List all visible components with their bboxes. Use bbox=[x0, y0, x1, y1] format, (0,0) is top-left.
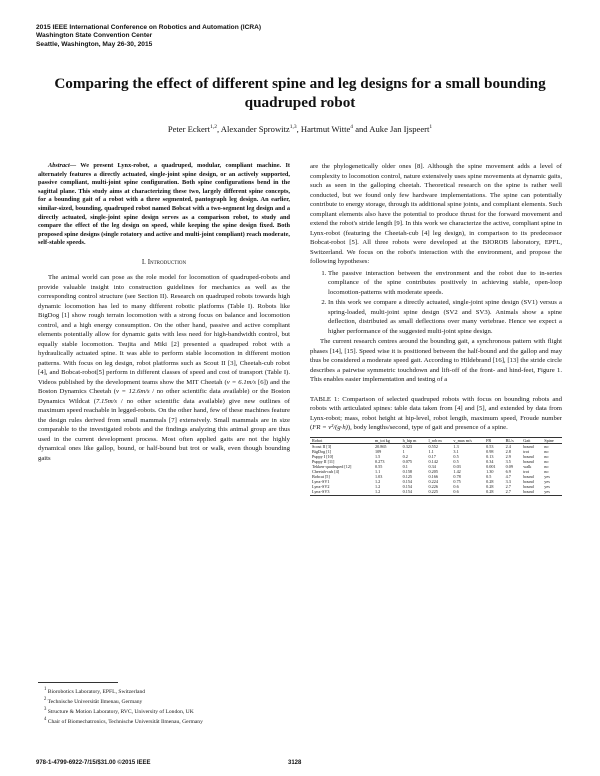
column-header: l_rob m bbox=[428, 437, 442, 443]
footnote-text: Structure & Motion Laboratory, RVC, University of London, UK bbox=[47, 709, 194, 716]
footnote-text: Chair of Biomechatronics, Technische Universität Ilmenau, Germany bbox=[47, 719, 203, 726]
column-header: Robot bbox=[312, 437, 323, 443]
table-cell: 0.158 bbox=[402, 469, 413, 475]
table-cell: 0.166 bbox=[428, 474, 438, 480]
column-header: Spine bbox=[544, 437, 554, 443]
table-cell: 0.224 bbox=[428, 479, 438, 485]
left-column bbox=[38, 162, 290, 463]
table-cell: BigDog [1] bbox=[312, 448, 332, 454]
author-affiliation: 4 bbox=[350, 124, 354, 131]
table-cell: no bbox=[544, 458, 549, 464]
table-cell: 0.154 bbox=[402, 484, 413, 490]
column-header: FR bbox=[486, 437, 492, 443]
isbn-footer: 978-1-4799-6922-7/15/$31.00 ©2015 IEEE bbox=[36, 760, 151, 766]
table-cell: 0.09 bbox=[505, 463, 513, 469]
table-cell: 0.075 bbox=[402, 458, 413, 464]
table-cell: 1.1 bbox=[428, 448, 434, 454]
table-cell: bound bbox=[523, 453, 534, 459]
intro-text: The animal world can pose as the role model for locomotion of quadruped-robots and provide valuable insight into construction guidelines for mechanics as well as the corresponding control structure (see Section II). Research on quadruped robots towards high dynamic locomotion has led to many different robotic platforms (Table I). Robots like BigDog [1] show rough terrain locomotion with a strong focus on balance and locomotion control, and a high energy consumption. On the other hand, passive and active compliant elements potentially allow for dynamic gaits with less need for high-bandwidth control, but equally stable locomotion. Tsujita and Miki [2] presented a quadruped robot with a hydraulically actuated spine. It was able to perform stable locomotion in different motion patterns. With focus on leg design, robot platforms such as Scout II [3], Cheetah-cub robot [4], and Bobcat-robot[5] perform in different classes of speed and cost of transport (Table I). Videos published by the development teams show the MIT Cheetah ( bbox=[38, 274, 290, 386]
table-cell: 0.154 bbox=[402, 479, 413, 485]
intro-paragraph bbox=[38, 273, 290, 463]
math-inline: FR = v²/(g·h) bbox=[312, 424, 348, 431]
page-number: 3128 bbox=[288, 760, 302, 766]
table-cell: 1.30 bbox=[486, 469, 494, 475]
section-title: Introduction bbox=[147, 257, 187, 266]
table-cell: 0.98 bbox=[486, 448, 494, 454]
table-cell: no bbox=[544, 448, 549, 454]
author-affiliation: 1,2 bbox=[210, 124, 217, 131]
table-cell: 0.225 bbox=[428, 489, 438, 495]
table-cell: Bobcat [5] bbox=[312, 474, 330, 480]
caption-text: ), body lengths/second, type of gait and presence of a spine. bbox=[347, 424, 508, 431]
table-cell: 3.3 bbox=[505, 479, 511, 485]
table-cell: bound bbox=[523, 484, 534, 490]
table-cell: 2.4 bbox=[505, 443, 511, 449]
math-inline: v = 6.1m/s bbox=[226, 378, 256, 386]
table-caption bbox=[310, 395, 562, 433]
table-row bbox=[310, 489, 562, 495]
intro-text: [6]) and the Boston Dynamics Cheetah ( bbox=[38, 378, 290, 396]
table-cell: Lynx-SV2 bbox=[312, 484, 330, 490]
table-cell: 3.1 bbox=[453, 448, 459, 454]
abstract-label: Abstract bbox=[48, 162, 70, 169]
table-cell: bound bbox=[523, 489, 534, 495]
paper-title: Comparing the effect of different spine and leg designs for a small bounding quadruped robot bbox=[54, 75, 546, 111]
table-cell: 0.226 bbox=[428, 484, 438, 490]
table-cell: yes bbox=[544, 479, 550, 485]
table-cell: 0.552 bbox=[428, 443, 438, 449]
table-cell: 0.323 bbox=[402, 443, 413, 449]
author-affiliation: 1 bbox=[429, 124, 433, 131]
table-cell: 0.6 bbox=[453, 489, 459, 495]
table-cell: 1 bbox=[402, 448, 405, 454]
table-cell: 1.03 bbox=[374, 474, 383, 480]
conference-line-3: Seattle, Washington, May 26-30, 2015 bbox=[36, 40, 153, 48]
conference-line-1: 2015 IEEE International Conference on Robotics and Automation (ICRA) bbox=[36, 24, 262, 31]
table-cell: Puppy I [10] bbox=[312, 453, 334, 459]
footnote-number: 2 bbox=[44, 697, 47, 703]
author-name: Auke Jan Ijspeert bbox=[369, 124, 430, 134]
table-cell: Lynx-SV1 bbox=[312, 479, 330, 485]
abstract-text: We present Lynx-robot, a quadruped, modular, compliant machine. It alternately features a directly actuated, single-joint spine design, or an actively supported, passive compliant, multi-joint spine configuration. Both spine configurations bend in the sagittal plane. This study aims at characterizing these two, largely different spine concepts, for a bounding gait of a robot with a three segmented, pantograph leg design. An earlier, similar-sized, bounding, quadruped robot named Bobcat with a two-segment leg design and a directly actuated, single-joint spine design serves as a comparison robot, to study and compare the effect of the leg design on speed, while keeping the spine design fixed. Both proposed spine designs (single rotatory and active and multi-joint compliant) reach moderate, self-stable speeds. bbox=[38, 162, 290, 247]
footnote-number: 3 bbox=[44, 707, 47, 713]
table-cell: 0.001 bbox=[486, 463, 496, 469]
table-cell: 0.154 bbox=[402, 489, 413, 495]
author-name: Alexander Sprowitz bbox=[220, 124, 290, 134]
table-cell: 0.5 bbox=[486, 474, 492, 480]
column-header: h_hip m bbox=[402, 437, 417, 443]
table-cell: Tekken-quadruped [12] bbox=[312, 463, 352, 469]
intro-text: / no other scientific data available) or the Boston Dynamics Wildcat ( bbox=[38, 388, 290, 405]
abstract: Abstract— We present Lynx-robot, a quadruped, modular, compliant machine. It alternately features a directly actuated, single-joint spine design, or an actively supported, passive compliant, multi-joint spine configuration. Both spine configurations bend in the sagittal plane. This study aims at characterizing these two, largely different spine concepts, for a bounding gait of a robot with a three segmented, pantograph leg design. An earlier, similar-sized, bounding, quadruped robot named Bobcat with a two-segment leg design and a directly actuated, single-joint spine design serves as a comparison robot, to study and compare the effect of the leg design on speed, while keeping the spine design fixed. Both proposed spine designs (single rotatory and active and multi-joint compliant) reach moderate, self-stable speeds. bbox=[38, 162, 290, 247]
table-cell: 2.7 bbox=[505, 484, 511, 490]
table-cell: yes bbox=[544, 474, 550, 480]
author-separator: , bbox=[216, 124, 221, 134]
footnote-text: Biorobotics Laboratory, EPFL, Switzerland bbox=[47, 688, 146, 695]
table-cell: no bbox=[544, 453, 549, 459]
hypothesis-item: 1. The passive interaction between the environment and the robot due to in-series compliance of the spine contributes positively in achieving stable, open-loop locomotion-patterns with moderate speeds. bbox=[328, 269, 562, 298]
table-cell: 1.2 bbox=[374, 479, 381, 485]
table-cell: 0.28 bbox=[486, 484, 494, 490]
math-inline: 7.15m/s bbox=[95, 397, 117, 405]
body-paragraph: are the phylogenetically older ones [8]. Although the spine movement adds a level of complexity to locomotion control, nature extensively uses spine movements at dynamic gaits, such as seen in the galloping cheetah. Theoretical research on the spine is rather well conducted, but we found only few hardware implementations. The spine can potentially contribute to energy storage, through its additional spine joints, and compliant elements. Such compliant elements also have the potential to produce thrust for the forward movement and extend the robot's stride length [9]. In this work we characterize the active, compliant spine in Lynx-robot (featuring the Cheetah-cub [4] leg design), in comparison to its predecessor Bobcat-robot [5]. All three robots were developed at the BIOROB laboratory, EPFL, Switzerland. We focus on the robot's interaction with the environment, and propose the following hypotheses: bbox=[310, 163, 562, 265]
author-affiliation: 1,3 bbox=[289, 124, 297, 131]
table-cell: 109 bbox=[374, 448, 382, 454]
footnote-number: 1 bbox=[44, 687, 47, 692]
table-cell: trot bbox=[523, 448, 530, 454]
table-cell: 1.3 bbox=[453, 443, 459, 449]
table-cell: 1.2 bbox=[374, 484, 381, 490]
section-number: I. bbox=[141, 257, 146, 266]
table-cell: 0.142 bbox=[428, 458, 438, 464]
table-cell: 0.53 bbox=[486, 443, 494, 449]
footnote bbox=[38, 716, 290, 726]
table-cell: 1.1 bbox=[374, 469, 381, 475]
table-cell: 0.205 bbox=[428, 469, 438, 475]
table-cell: 2.7 bbox=[505, 489, 511, 495]
hypothesis-item: 2. In this work we compare a directly actuated, single-joint spine design (SV1) versus a spring-loaded, multi-joint spine design (SV2 and SV3). Animals show a spine deflection, distributed as small deflections over many vertebrae. Hence we expect a higher performance of the suggested multi-joint spine design. bbox=[328, 298, 562, 336]
table-cell: bound bbox=[523, 479, 534, 485]
table-cell: no bbox=[544, 469, 549, 475]
table-cell: 2.8 bbox=[505, 448, 511, 454]
table-cell: 0.78 bbox=[453, 474, 461, 480]
table-cell: 0.5 bbox=[453, 453, 459, 459]
column-header: BL/s bbox=[505, 437, 514, 443]
table-cell: 0.2 bbox=[402, 453, 408, 459]
footnote-rule bbox=[38, 682, 118, 683]
table-cell: bound bbox=[523, 443, 534, 449]
footnote-text: Technische Universität Ilmenau, Germany bbox=[47, 699, 143, 706]
table-cell: 0.03 bbox=[453, 463, 461, 469]
table-cell: yes bbox=[544, 484, 550, 490]
table-cell: no bbox=[544, 443, 549, 449]
table-cell: Cheetah-cub [4] bbox=[312, 469, 340, 475]
hypotheses-list bbox=[310, 269, 562, 337]
table-cell: 1.2 bbox=[374, 489, 381, 495]
author-separator: and bbox=[353, 124, 370, 134]
table-body bbox=[310, 443, 562, 495]
math-inline: v = 12.6m/s bbox=[115, 388, 150, 396]
author-separator: , bbox=[296, 124, 301, 134]
table-cell: 1.5 bbox=[374, 453, 381, 459]
footnote bbox=[38, 706, 290, 716]
table-cell: walk bbox=[523, 463, 532, 469]
table-cell: 0.17 bbox=[428, 453, 436, 459]
table-cell: 0.273 bbox=[374, 458, 385, 464]
table-cell: bound bbox=[523, 458, 534, 464]
table-cell: 0.13 bbox=[486, 453, 494, 459]
section-heading bbox=[38, 258, 290, 268]
footnote bbox=[38, 686, 290, 696]
intro-text: / no other scientific data available) give new outlines of maximum speed reachable in legged-robots. On the other hand, few of these machines feature the design rules derived from small mammals [7] extensively. Small mammals are in size comparable to the investigated robots and the findings analyzing this animal group are thus used in the current development process. Most often applied gaits are not the highly dynamical ones like gallop, bound, or half-bound but trot or walk, even though bounding gaits bbox=[38, 397, 290, 462]
table-cell: yes bbox=[544, 489, 550, 495]
table-cell: 0.75 bbox=[453, 479, 461, 485]
table-cell: Scout II [3] bbox=[312, 443, 332, 449]
footnotes bbox=[38, 686, 290, 727]
table-cell: 20.865 bbox=[374, 443, 387, 449]
body-paragraph: The current research centres around the bounding gait, a synchronous pattern with flight phases [14], [15]. Speed wise it is positioned between the half-bound and the gallop and may thus be considered a moderate speed gait. According to Hildebrand [16], [13] the stride circle describes a pairwise symmetric touchdown and lift-off of the front- and hind-feet, Figure 1. This enables easier implementation and testing of a bbox=[310, 338, 562, 383]
table-cell: 0.5 bbox=[453, 458, 459, 464]
right-column bbox=[310, 162, 562, 496]
table-cell: trot bbox=[523, 469, 530, 475]
table-cell: 0.28 bbox=[486, 489, 494, 495]
footnote-number: 4 bbox=[44, 717, 47, 723]
caption-text: TABLE 1: Comparison of selected quadruped robots with focus on bounding robots and robots with articulated spines: table data taken from [4] and [5], and extended by data from Lynx-robot; mass, robot height at hip-level, robot length, maximum speed, Froude number ( bbox=[310, 395, 562, 431]
table-cell: 0.34 bbox=[428, 463, 436, 469]
table-cell: no bbox=[544, 463, 549, 469]
table-cell: bound bbox=[523, 474, 534, 480]
robot-comparison-table bbox=[310, 437, 562, 496]
author-name: Peter Eckert bbox=[167, 124, 211, 134]
column-header: v_max m/s bbox=[453, 437, 472, 443]
table-cell: 0.125 bbox=[402, 474, 413, 480]
table-cell: 3.5 bbox=[505, 458, 511, 464]
table-cell: 0.6 bbox=[453, 484, 459, 490]
author-name: Hartmut Witte bbox=[300, 124, 351, 134]
column-header: m_tot kg bbox=[374, 437, 390, 443]
column-header: Gait bbox=[523, 437, 531, 443]
table-cell: 4.7 bbox=[505, 474, 511, 480]
table-cell: 6.9 bbox=[505, 469, 511, 475]
table-cell: 0.28 bbox=[486, 479, 494, 485]
table-cell: 0.55 bbox=[374, 463, 383, 469]
table-cell: Lynx-SV3 bbox=[312, 489, 330, 495]
conference-header bbox=[36, 24, 261, 49]
table-cell: 0.34 bbox=[486, 458, 494, 464]
footnote bbox=[38, 696, 290, 706]
author-list bbox=[40, 124, 560, 134]
conference-line-2: Washington State Convention Center bbox=[36, 32, 153, 40]
table-cell: Puppy II [11] bbox=[312, 458, 335, 464]
table-cell: 1.42 bbox=[453, 469, 461, 475]
table-cell: 2.9 bbox=[505, 453, 511, 459]
table-cell: 0.1 bbox=[402, 463, 408, 469]
